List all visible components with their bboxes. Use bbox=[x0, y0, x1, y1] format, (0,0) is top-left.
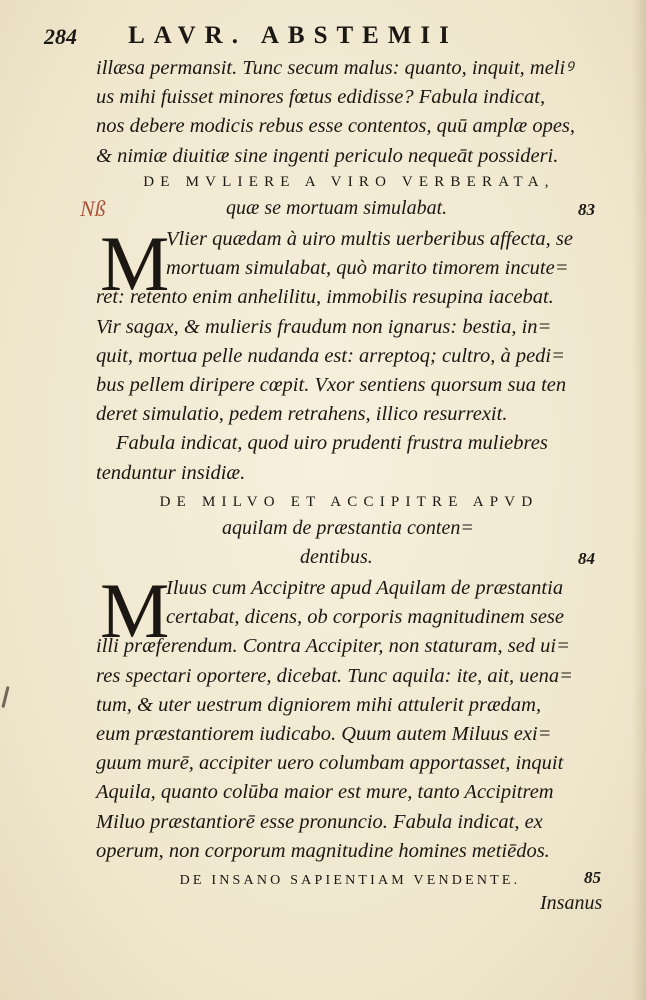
text-line: us mihi fuisset minores fœtus edidisse? Fabula indicat, bbox=[96, 86, 546, 109]
pencil-mark bbox=[1, 686, 9, 708]
fable-83-text-indented bbox=[166, 225, 602, 283]
text-line: ret: retento enim anhelilitu, immobilis resupina iacebat. bbox=[96, 286, 554, 309]
text-line: nos debere modicis rebus esse contentos, quū amplæ opes, bbox=[96, 115, 576, 138]
text-line: deret simulatio, pedem retrahens, illico resurrexit. bbox=[96, 403, 508, 426]
fable-83-heading: DE MVLIERE A VIRO VERBERATA, bbox=[143, 174, 555, 190]
fable-83-dropcap: M bbox=[100, 220, 170, 307]
continuation-text bbox=[96, 54, 602, 171]
text-line: illæsa permansit. Tunc secum malus: quanto, inquit, meliꝰ bbox=[96, 57, 574, 79]
fable-85-heading: DE INSANO SAPIENTIAM VENDENTE. bbox=[179, 873, 521, 888]
text-line: Iluus cum Accipitre apud Aquilam de præstantia bbox=[166, 577, 564, 599]
page-number: 284 bbox=[44, 24, 77, 49]
fable-84-text bbox=[96, 632, 602, 866]
margin-annotation: Nß bbox=[80, 196, 106, 221]
text-line: guum murē, accipiter uero columbam apportasset, inquit bbox=[96, 752, 564, 775]
page-header bbox=[44, 22, 598, 50]
text-line: res spectari oportere, dicebat. Tunc aquila: ite, ait, uena= bbox=[96, 664, 573, 687]
text-line: certabat, dicens, ob corporis magnitudinem sese bbox=[166, 606, 564, 629]
fable-84-dropcap: M bbox=[100, 567, 170, 654]
catchword: Insanus bbox=[540, 892, 603, 914]
text-line: Fabula indicat, quod uiro prudenti frustra muliebres bbox=[116, 432, 548, 455]
text-line: Aquila, quanto colūba maior est mure, tanto Accipitrem bbox=[96, 781, 554, 804]
text-line: quit, mortua pelle nudanda est: arreptoq; cultro, à pedi= bbox=[96, 344, 565, 367]
text-line: illi præferendum. Contra Accipiter, non staturam, sed ui= bbox=[96, 635, 570, 658]
text-line: & nimiæ diuitiæ sine ingenti periculo nequeāt possideri. bbox=[96, 144, 559, 167]
text-line: tum, & uter uestrum digniorem mihi attulerit prædam, bbox=[96, 693, 542, 716]
fable-84-text-indented bbox=[166, 574, 602, 632]
fable-84-subtitle-cont: dentibus. bbox=[300, 546, 373, 568]
page-edge-shadow bbox=[632, 0, 646, 1000]
fable-83-subtitle: quæ se mortuam simulabat. bbox=[226, 197, 448, 219]
text-line: Miluo præstantiorē esse pronuncio. Fabula indicat, ex bbox=[96, 810, 543, 833]
text-line: mortuam simulabat, quò marito timorem incute= bbox=[166, 257, 569, 280]
fable-83-text bbox=[96, 283, 602, 487]
text-line: bus pellem diripere cœpit. Vxor sentiens quorsum sua ten bbox=[96, 373, 567, 396]
running-head: LAVR. ABSTEMII bbox=[128, 22, 458, 49]
fable-84-subtitle: aquilam de præstantia conten= bbox=[222, 517, 474, 539]
fable-83-number: 83 bbox=[578, 200, 595, 219]
fable-84-heading: DE MILVO ET ACCIPITRE APVD bbox=[159, 494, 539, 510]
text-line: operum, non corporum magnitudine homines metiēdos. bbox=[96, 839, 550, 862]
text-line: tenduntur insidiæ. bbox=[96, 461, 246, 484]
fable-84-number: 84 bbox=[578, 549, 595, 568]
text-line: Vlier quædam à uiro multis uerberibus affecta, se bbox=[166, 228, 573, 250]
fable-85-number: 85 bbox=[584, 868, 601, 887]
text-line: eum præstantiorem iudicabo. Quum autem Miluus exi= bbox=[96, 722, 552, 745]
text-line: Vir sagax, & mulieris fraudum non ignarus: bestia, in= bbox=[96, 315, 552, 338]
